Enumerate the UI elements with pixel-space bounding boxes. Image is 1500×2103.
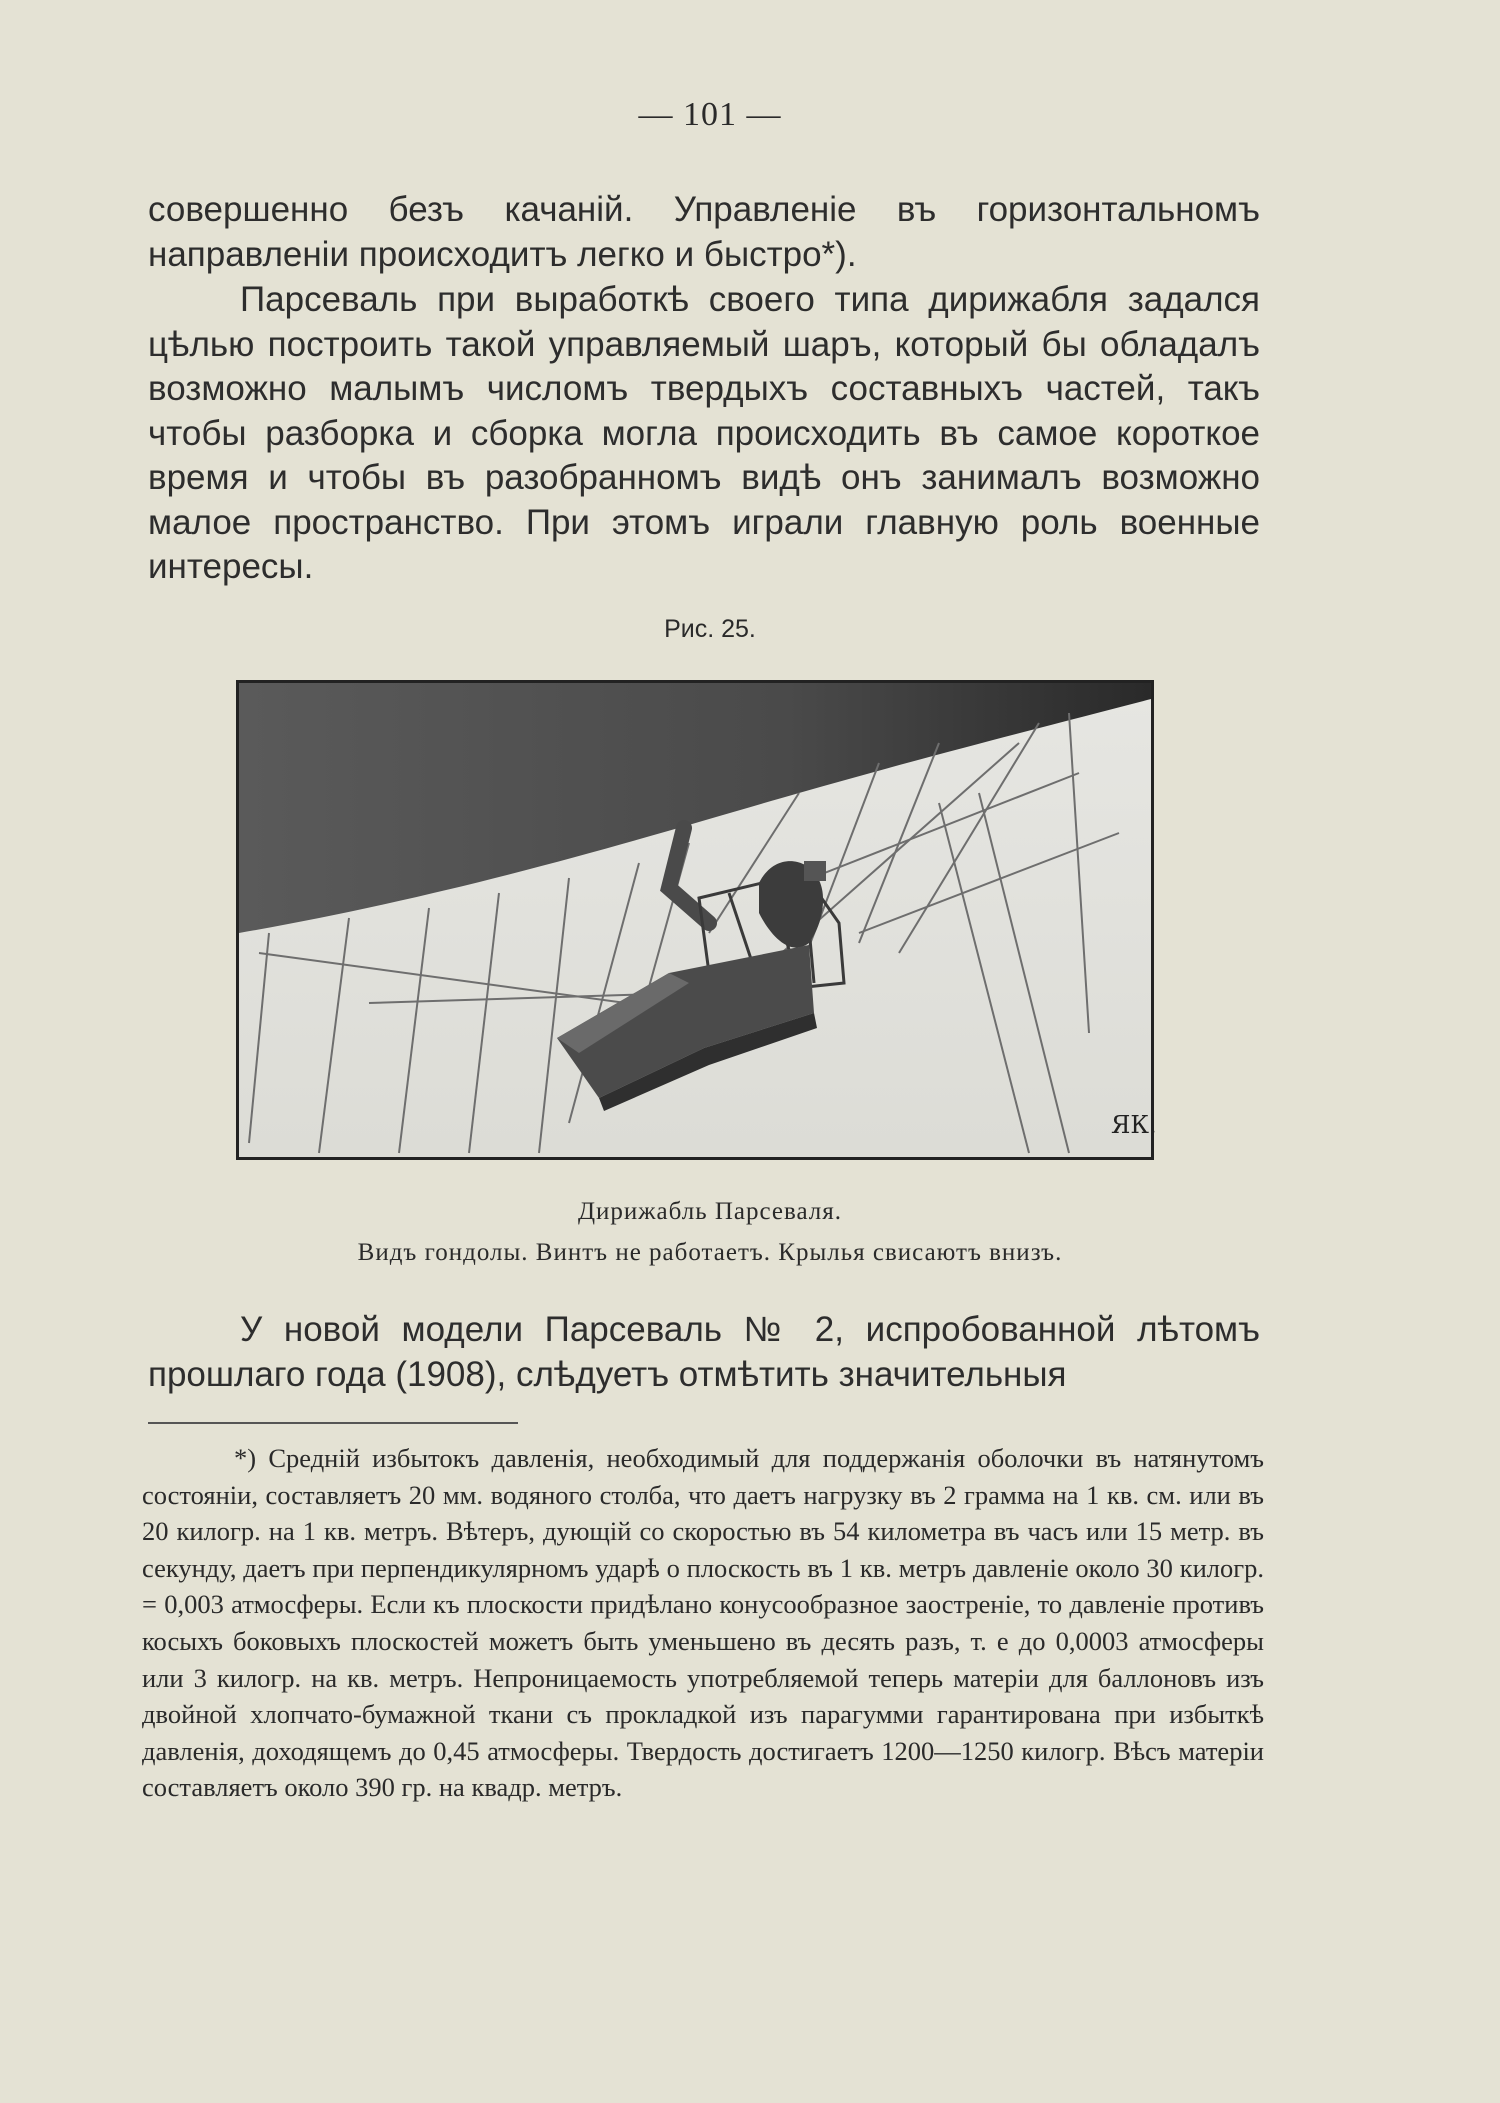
paragraph-2-text: Парсеваль при выработкѣ своего типа дирижабля задался цѣлью построить такой управляемый шаръ, который бы обладалъ возможно малымъ числомъ твердыхъ составныхъ частей, такъ чтобы разборка и сборка могла происходить въ самое короткое время и чтобы въ разобранномъ видѣ онъ занималъ возможно малое пространство. При этомъ играли главную роль военные интересы. <box>148 280 1260 586</box>
photo-monogram: ЯК. <box>1111 1111 1157 1139</box>
airship-gondola-photo <box>236 680 1157 1160</box>
figure-caption-description: Видъ гондолы. Винтъ не работаетъ. Крылья свисаютъ внизъ. <box>357 1239 1063 1266</box>
paragraph-new-model <box>148 1308 1260 1397</box>
footnote-text: *) Среднiй избытокъ давленія, необходимый для поддержанія оболочки въ натянутомъ состояніи, составляетъ 20 мм. водяного столба, что даетъ нагрузку въ 2 грамма на 1 кв. см. или въ 20 килогр. на 1 кв. метръ. Вѣтеръ, дующій со скоростью въ 54 километра въ часъ или 15 метр. въ секунду, даетъ при перпендикулярномъ ударѣ о плоскость въ 1 кв. метръ давленіе около 30 килогр. = 0,003 атмосферы. Если къ плоскости придѣлано конусообразное заостреніе, то давленіе противъ косыхъ боковыхъ плоскостей можетъ быть уменьшено въ десять разъ, т. е до 0,0003 атмосферы или 3 килогр. на кв. метръ. Непроницаемость употребляемой теперь матеріи для баллоновъ изъ двойной хлопчато-бумажной ткани съ прокладкой изъ парагумми гарантирована при избыткѣ давленія, доходящемъ до 0,45 атмосферы. Твердость достигаетъ 1200—1250 килогр. Вѣсъ матеріи составляетъ около 390 гр. на квадр. метръ. <box>142 1443 1264 1803</box>
paragraph-parseval <box>148 278 1260 590</box>
figure-caption-title: Дирижабль Парсеваля. <box>577 1198 843 1225</box>
paragraph-3-text: У новой модели Парсеваль № 2, испробованной лѣтомъ прошлаго года (1908), слѣдуетъ отмѣтить значительныя <box>148 1310 1260 1394</box>
page-number: — 101 — <box>638 96 782 133</box>
paragraph-continuation <box>148 188 1260 277</box>
footnote <box>142 1440 1264 1806</box>
footnote-divider <box>148 1422 518 1424</box>
paragraph-1-text: совершенно безъ качаній. Управленіе въ горизонтальномъ направленіи происходитъ легко и быстро*). <box>148 190 1260 274</box>
figure-label: Рис. 25. <box>664 615 756 643</box>
